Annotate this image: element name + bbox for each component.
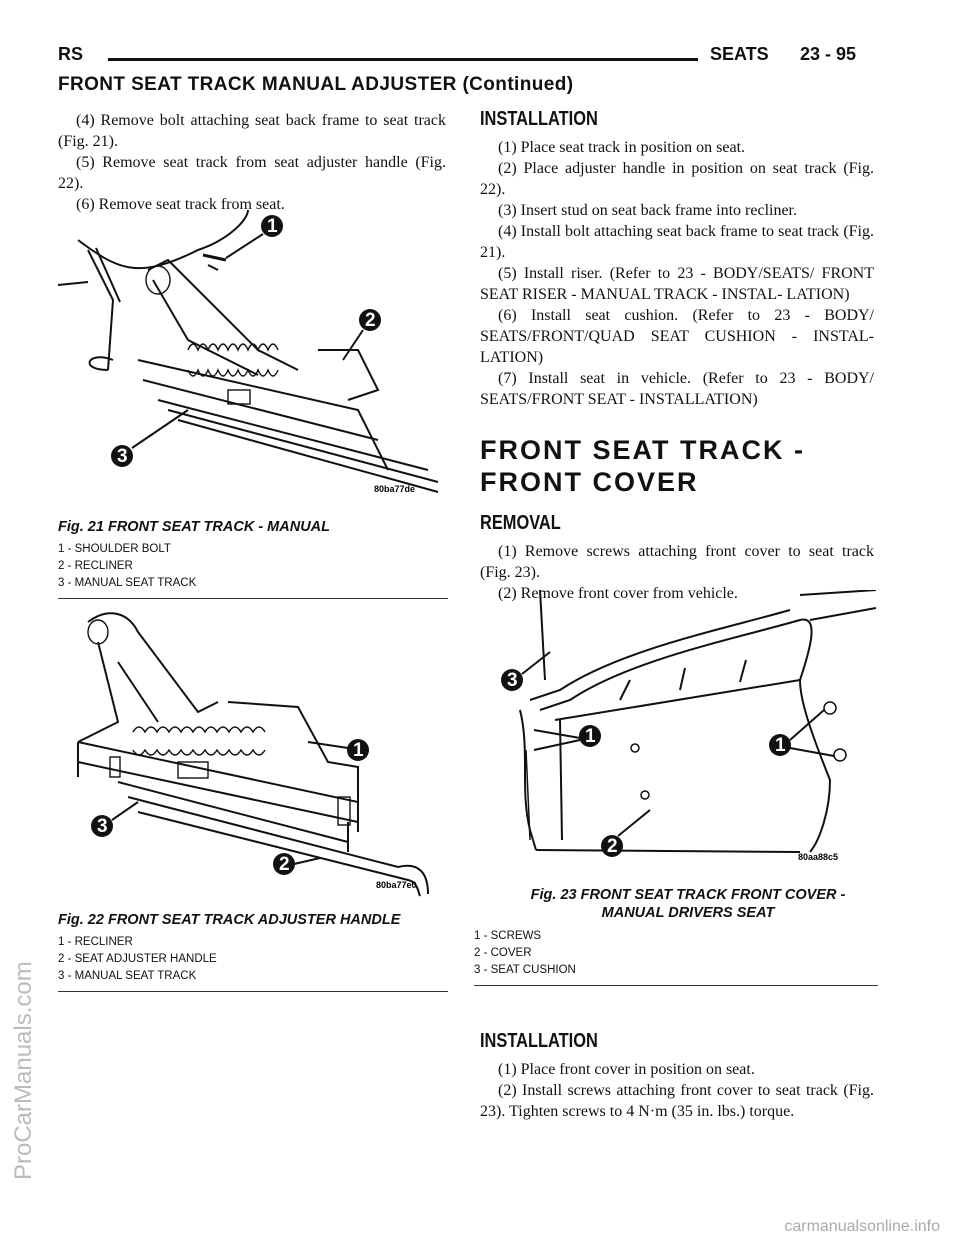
fig22-callout-2: 2: [279, 854, 290, 875]
left-step: (5) Remove seat track from seat adjuster handle (Fig. 22).: [58, 154, 446, 192]
fig23-caption: [500, 886, 876, 922]
installation-heading: INSTALLATION: [480, 108, 598, 130]
removal-heading: REMOVAL: [480, 512, 561, 534]
legend-item: 2 - SEAT ADJUSTER HANDLE: [58, 953, 217, 965]
fig21-callout-3: 3: [117, 446, 128, 467]
header-rule: [108, 58, 698, 61]
fig23-illustration: [500, 590, 876, 875]
figure-21: [58, 210, 448, 595]
legend-item: 1 - SCREWS: [474, 930, 542, 942]
fig23-callout-1b: 1: [775, 735, 786, 756]
fig21-rule: [58, 598, 448, 599]
install2-step: (1) Place front cover in position on seat.: [498, 1061, 755, 1078]
install-step: (5) Install riser. (Refer to 23 - BODY/SEATS/ FRONT SEAT RISER - MANUAL TRACK - INSTAL- LATION): [480, 265, 874, 303]
footer-watermark: carmanualsonline.info: [784, 1218, 940, 1235]
install2-step: (2) Install screws attaching front cover to seat track (Fig. 23). Tighten screws to 4 N·m (35 in. lbs.) torque.: [480, 1082, 874, 1120]
legend-item: 1 - RECLINER: [58, 936, 133, 948]
fig21-callout-2: 2: [365, 310, 376, 331]
fig23-callout-2: 2: [607, 836, 618, 857]
fig21-illustration: [58, 210, 448, 500]
legend-item: 1 - SHOULDER BOLT: [58, 543, 171, 555]
install-step: (7) Install seat in vehicle. (Refer to 23 - BODY/ SEATS/FRONT SEAT - INSTALLATION): [480, 370, 874, 408]
install-step: (1) Place seat track in position on seat.: [498, 139, 746, 156]
install-step: (3) Insert stud on seat back frame into recliner.: [498, 202, 797, 219]
install-step: (4) Install bolt attaching seat back frame to seat track (Fig. 21).: [480, 223, 874, 261]
right-column: [480, 108, 874, 604]
fig22-legend: [58, 934, 448, 985]
fig23-caption-line2: MANUAL DRIVERS SEAT: [601, 905, 775, 921]
left-steps: [58, 110, 446, 215]
section-title: FRONT SEAT TRACK - FRONT COVER: [480, 435, 805, 497]
fig22-illustration: [58, 602, 448, 897]
fig23-callout-1a: 1: [585, 726, 596, 747]
fig23-code: 80aa88c5: [798, 852, 839, 862]
legend-item: 3 - MANUAL SEAT TRACK: [58, 577, 197, 589]
removal-step: (1) Remove screws attaching front cover to seat track (Fig. 23).: [480, 543, 874, 581]
fig22-callout-1: 1: [353, 740, 364, 761]
legend-item: 3 - MANUAL SEAT TRACK: [58, 970, 197, 982]
fig21-legend: [58, 541, 448, 592]
continued-title: FRONT SEAT TRACK MANUAL ADJUSTER (Continued): [58, 74, 574, 95]
left-step: (4) Remove bolt attaching seat back frame to seat track (Fig. 21).: [58, 112, 446, 150]
figure-22: [58, 602, 448, 992]
fig22-code: 80ba77e0: [376, 880, 417, 890]
fig21-callout-1: 1: [267, 216, 278, 237]
fig21-caption: Fig. 21 FRONT SEAT TRACK - MANUAL: [58, 519, 330, 535]
legend-item: 2 - COVER: [474, 947, 532, 959]
fig23-callout-3: 3: [507, 670, 518, 691]
fig23-caption-line1: Fig. 23 FRONT SEAT TRACK FRONT COVER -: [530, 887, 846, 903]
header-page-number: 23 - 95: [800, 44, 857, 64]
install-step: (2) Place adjuster handle in position on seat track (Fig. 22).: [480, 160, 874, 198]
fig23-rule: [474, 985, 878, 986]
header-left: RS: [58, 44, 84, 64]
fig23-legend: [474, 928, 876, 979]
legend-item: 3 - SEAT CUSHION: [474, 964, 576, 976]
fig22-rule: [58, 991, 448, 992]
installation2-heading: INSTALLATION: [480, 1030, 598, 1052]
installation2-block: [480, 1030, 874, 1122]
fig22-callout-3: 3: [97, 816, 108, 837]
fig21-code: 80ba77de: [374, 484, 416, 494]
header-section: SEATS: [710, 44, 769, 64]
legend-item: 2 - RECLINER: [58, 560, 133, 572]
figure-23: [474, 590, 876, 1000]
install-step: (6) Install seat cushion. (Refer to 23 - BODY/ SEATS/FRONT/QUAD SEAT CUSHION - INSTAL- LATION): [480, 307, 874, 366]
fig22-caption: Fig. 22 FRONT SEAT TRACK ADJUSTER HANDLE: [58, 912, 401, 928]
watermark: ProCarManuals.com: [10, 961, 37, 1180]
removal-step: (2) Remove front cover from vehicle.: [498, 585, 738, 602]
left-step: (6) Remove seat track from seat.: [76, 196, 285, 213]
